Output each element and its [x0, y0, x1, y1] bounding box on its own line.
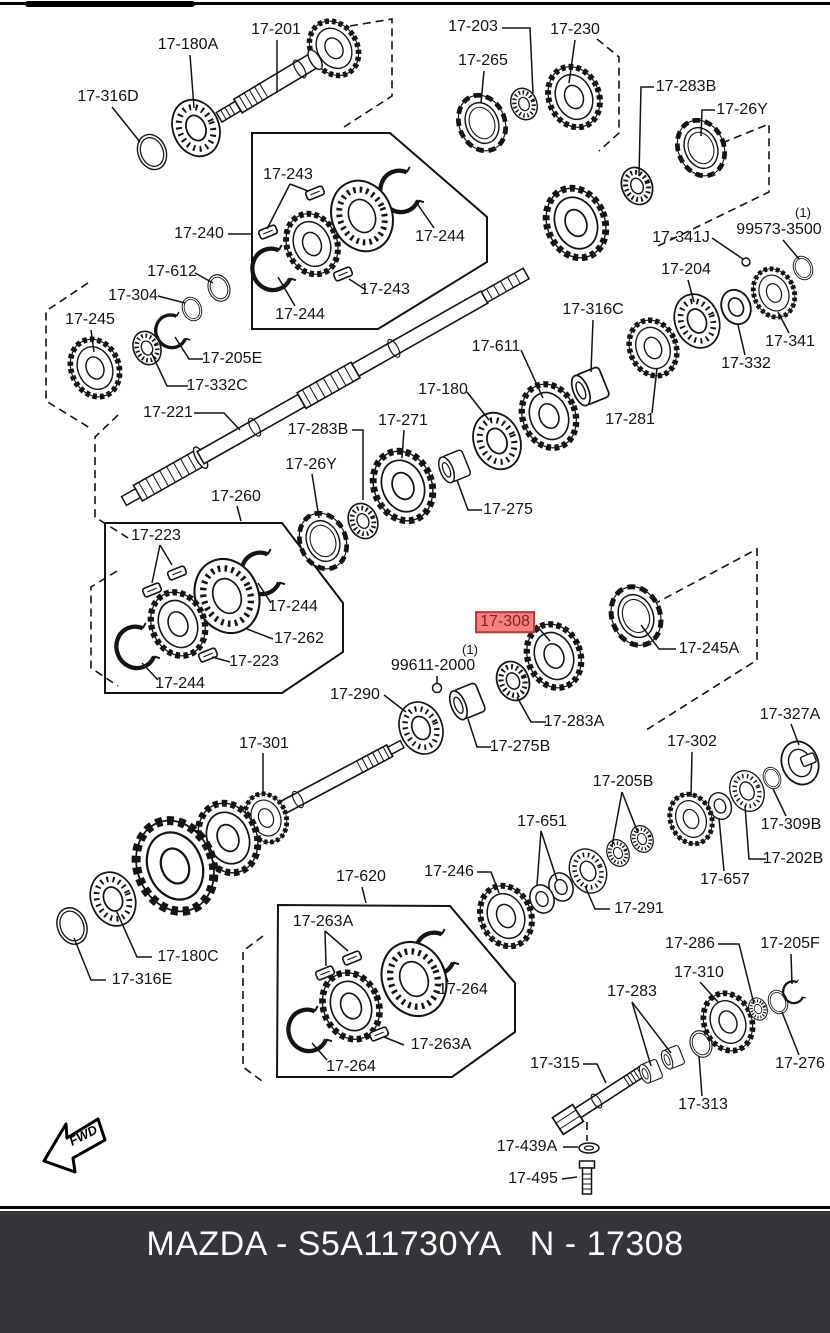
part-label-17-439A[interactable]: 17-439A: [496, 1138, 558, 1156]
part-label-17-332C[interactable]: 17-332C: [186, 377, 248, 395]
part-label-17-310[interactable]: 17-310: [674, 964, 724, 982]
part-label-17-240[interactable]: 17-240: [174, 225, 224, 243]
part-label-17-246[interactable]: 17-246: [424, 863, 474, 881]
part-label-17-202B[interactable]: 17-202B: [762, 850, 824, 868]
part-label-17-341[interactable]: 17-341: [765, 333, 815, 351]
part-label-17-657[interactable]: 17-657: [700, 871, 750, 889]
part-label-17-205F[interactable]: 17-205F: [760, 935, 820, 953]
part-label-17-332[interactable]: 17-332: [721, 355, 771, 373]
part-label-(1)[interactable]: (1): [795, 204, 811, 220]
part-label-17-276[interactable]: 17-276: [775, 1055, 825, 1073]
footer-separator-line: [0, 1206, 830, 1209]
part-label-17-243[interactable]: 17-243: [360, 281, 410, 299]
part-label-17-316E[interactable]: 17-316E: [111, 971, 173, 989]
part-label-17-230[interactable]: 17-230: [550, 21, 600, 39]
part-label-17-263A[interactable]: 17-263A: [410, 1036, 472, 1054]
part-label-17-244[interactable]: 17-244: [275, 306, 325, 324]
part-label-17-260[interactable]: 17-260: [211, 488, 261, 506]
part-label-17-243[interactable]: 17-243: [263, 166, 313, 184]
part-label-17-283B[interactable]: 17-283B: [655, 78, 717, 96]
part-label-99573-3500[interactable]: 99573-3500: [736, 221, 822, 239]
part-label-17-283[interactable]: 17-283: [607, 983, 657, 1001]
part-label-(1)[interactable]: (1): [462, 641, 478, 657]
part-label-17-264[interactable]: 17-264: [438, 981, 488, 999]
part-label-17-180[interactable]: 17-180: [418, 381, 468, 399]
part-label-17-205B[interactable]: 17-205B: [592, 773, 654, 791]
part-label-17-315[interactable]: 17-315: [530, 1055, 580, 1073]
part-label-17-223[interactable]: 17-223: [131, 527, 181, 545]
part-label-17-204[interactable]: 17-204: [661, 261, 711, 279]
part-label-17-327A[interactable]: 17-327A: [759, 706, 821, 724]
part-label-17-275B[interactable]: 17-275B: [489, 738, 551, 756]
part-label-17-244[interactable]: 17-244: [415, 228, 465, 246]
part-label-17-620[interactable]: 17-620: [336, 868, 386, 886]
part-label-17-264[interactable]: 17-264: [326, 1058, 376, 1076]
part-label-17-244[interactable]: 17-244: [268, 598, 318, 616]
part-label-17-291[interactable]: 17-291: [614, 900, 664, 918]
part-label-17-265[interactable]: 17-265: [458, 52, 508, 70]
part-label-17-316D[interactable]: 17-316D: [77, 88, 139, 106]
fwd-label: FWD: [66, 1121, 100, 1149]
part-label-17-283B[interactable]: 17-283B: [287, 421, 349, 439]
part-label-17-290[interactable]: 17-290: [330, 686, 380, 704]
part-label-17-308[interactable]: 17-308: [475, 611, 535, 633]
part-label-17-245A[interactable]: 17-245A: [678, 640, 740, 658]
part-label-17-612[interactable]: 17-612: [147, 263, 197, 281]
part-label-17-309B[interactable]: 17-309B: [760, 816, 822, 834]
part-label-17-201[interactable]: 17-201: [251, 21, 301, 39]
part-label-17-262[interactable]: 17-262: [274, 630, 324, 648]
part-label-17-263A[interactable]: 17-263A: [292, 913, 354, 931]
part-label-17-180A[interactable]: 17-180A: [157, 36, 219, 54]
part-label-17-301[interactable]: 17-301: [239, 735, 289, 753]
part-label-17-205E[interactable]: 17-205E: [201, 350, 263, 368]
part-label-17-651[interactable]: 17-651: [517, 813, 567, 831]
part-label-17-316C[interactable]: 17-316C: [562, 301, 624, 319]
part-label-17-495[interactable]: 17-495: [508, 1170, 558, 1188]
part-label-17-302[interactable]: 17-302: [667, 733, 717, 751]
part-label-17-203[interactable]: 17-203: [448, 18, 498, 36]
part-label-17-26Y[interactable]: 17-26Y: [716, 101, 768, 119]
footer-bar: [0, 1211, 830, 1333]
part-label-17-286[interactable]: 17-286: [665, 935, 715, 953]
part-label-17-271[interactable]: 17-271: [378, 412, 428, 430]
part-label-17-341J[interactable]: 17-341J: [652, 229, 710, 247]
part-label-17-283A[interactable]: 17-283A: [543, 713, 605, 731]
part-label-17-26Y[interactable]: 17-26Y: [285, 456, 337, 474]
part-label-17-281[interactable]: 17-281: [605, 411, 655, 429]
part-label-17-244[interactable]: 17-244: [155, 675, 205, 693]
part-label-17-611[interactable]: 17-611: [471, 338, 521, 356]
part-label-17-221[interactable]: 17-221: [143, 404, 193, 422]
part-label-17-275[interactable]: 17-275: [483, 501, 533, 519]
part-label-17-245[interactable]: 17-245: [65, 311, 115, 329]
part-label-17-223[interactable]: 17-223: [229, 653, 279, 671]
part-label-17-180C[interactable]: 17-180C: [157, 948, 219, 966]
part-label-17-313[interactable]: 17-313: [678, 1096, 728, 1114]
part-label-99611-2000[interactable]: 99611-2000: [390, 657, 476, 675]
part-label-17-304[interactable]: 17-304: [108, 287, 158, 305]
footer-part-reference: MAZDA - S5A11730YA N - 17308: [146, 1225, 684, 1263]
